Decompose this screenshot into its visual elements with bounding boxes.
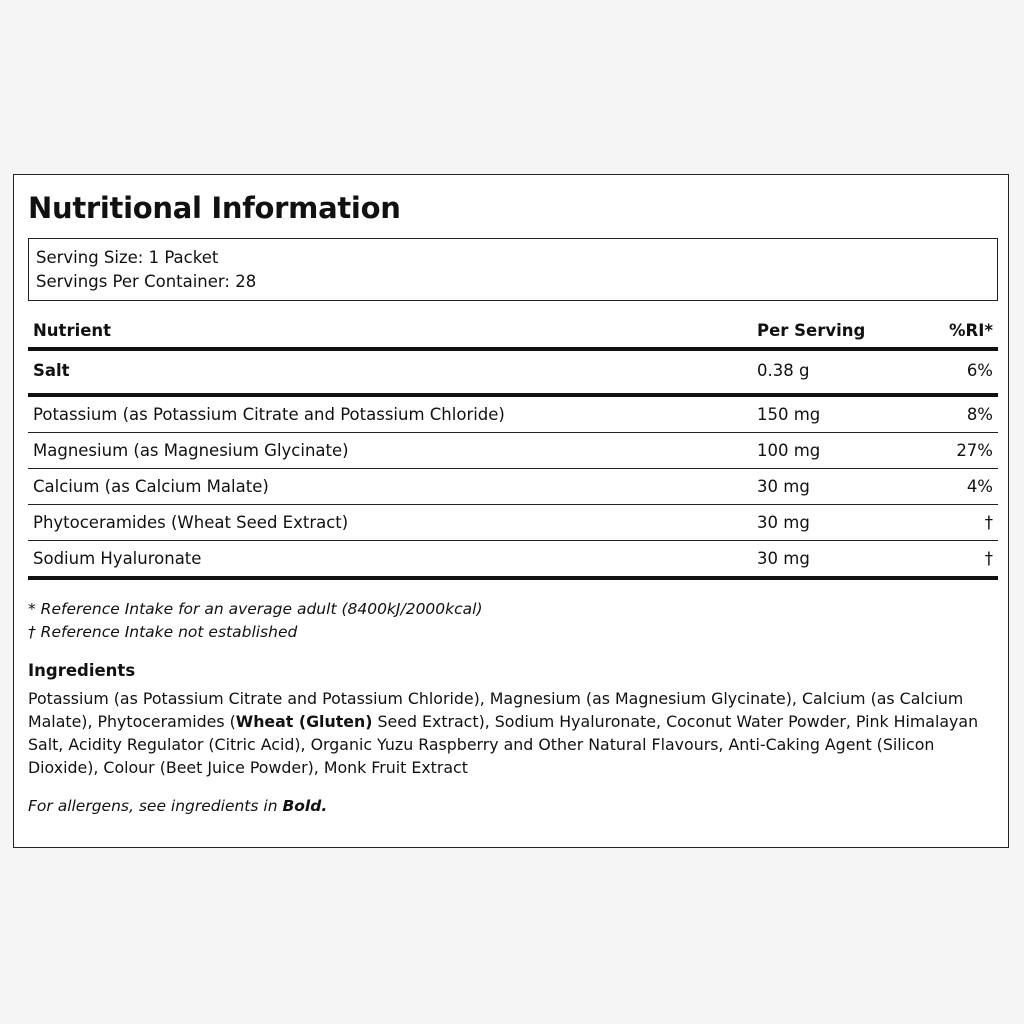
ingredients-text [28,687,1000,779]
serving-size: Serving Size: 1 Packet [36,248,219,267]
allergen-note-prefix: For allergens, see ingredients in [28,797,283,815]
nutrient-name: Potassium (as Potassium Citrate and Potassium Chloride) [33,405,505,424]
table-header-row [28,315,998,351]
nutrient-name: Salt [33,361,70,380]
ingredients-text-part1: Potassium (as Potassium Citrate and Potassium Chloride), Magnesium (as Magnesium Glycinate), Calcium (as Calcium Malate), Phytoceramides ( [28,689,964,731]
ri-footnote: * Reference Intake for an average adult (8400kJ/2000kcal) [28,600,483,618]
nutrient-ri: 4% [966,477,993,496]
nutrition-panel [13,174,1009,848]
ingredients-text-part2: Seed Extract), Sodium Hyaluronate, Coconut Water Powder, Pink Himalayan Salt, Acidity Regulator (Citric Acid), Organic Yuzu Raspberry and Other Natural Flavours, Anti-Caking Agent (Silicon Dioxide), Colour (Beet Juice Powder), Monk Fruit Extract [28,712,979,777]
nutrient-amount: 100 mg [757,441,821,460]
nutrient-amount: 30 mg [757,513,810,532]
table-row [28,397,998,433]
page-title: Nutritional Information [28,191,401,225]
nutrient-amount: 30 mg [757,549,810,568]
table-row [28,505,998,541]
nutrient-amount: 0.38 g [757,361,810,380]
servings-per-container: Servings Per Container: 28 [36,272,257,291]
footnotes [28,598,483,644]
allergen-highlight: Wheat (Gluten) [235,712,373,731]
table-row [28,541,998,580]
table-row [28,433,998,469]
header-nutrient: Nutrient [33,321,112,340]
nutrient-amount: 150 mg [757,405,821,424]
nutrient-ri: 6% [966,361,993,380]
allergen-note [28,797,327,815]
ingredients-heading: Ingredients [28,661,136,680]
nutrient-ri: † [984,549,993,568]
allergen-note-bold: Bold. [282,797,328,815]
dagger-footnote: † Reference Intake not established [28,623,298,641]
table-row [28,469,998,505]
nutrient-ri: 27% [956,441,993,460]
nutrient-name: Magnesium (as Magnesium Glycinate) [33,441,349,460]
table-row-salt [28,351,998,397]
nutrient-name: Calcium (as Calcium Malate) [33,477,269,496]
nutrient-table [28,315,998,580]
serving-info-box [28,238,998,301]
header-ri: %RI* [948,321,993,340]
nutrient-amount: 30 mg [757,477,810,496]
nutrient-name: Phytoceramides (Wheat Seed Extract) [33,513,349,532]
nutrient-name: Sodium Hyaluronate [33,549,202,568]
header-per-serving: Per Serving [757,321,866,340]
nutrient-ri: † [984,513,993,532]
nutrient-ri: 8% [966,405,993,424]
